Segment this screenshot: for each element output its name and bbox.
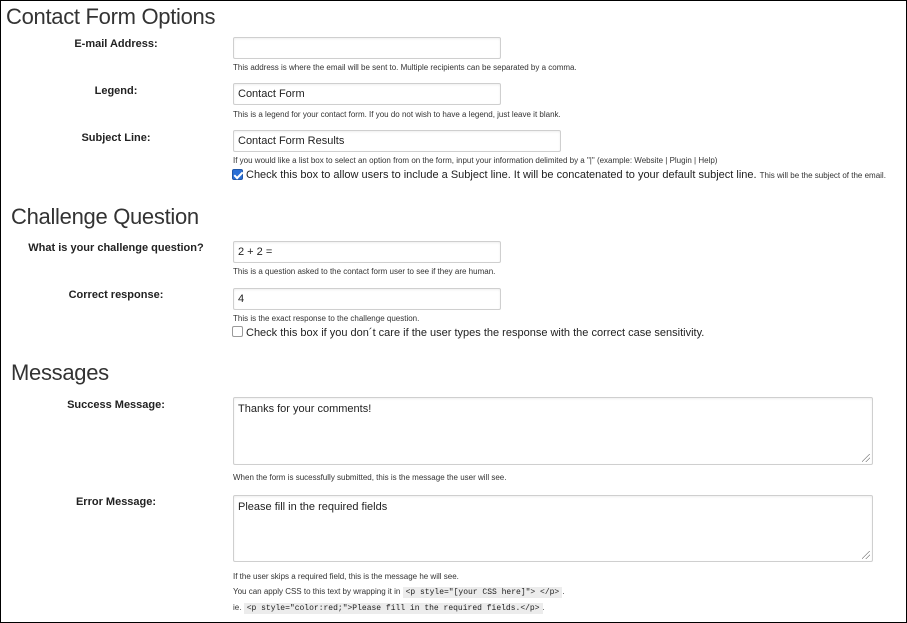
challenge-question-label: What is your challenge question? [28,242,204,254]
challenge-question-help: This is a question asked to the contact form user to see if they are human. [233,267,496,276]
section-title-challenge: Challenge Question [11,204,199,229]
error-message-text: Please fill in the required fields [238,501,388,513]
case-sensitivity-label: Check this box if you don´t care if the user types the response with the correct case sensitivity. [246,327,705,339]
subject-checkbox[interactable] [232,169,243,180]
case-sensitivity-checkbox[interactable] [232,326,243,337]
legend-help: This is a legend for your contact form. If you do not wish to have a legend, just leave it blank. [233,110,561,119]
error-message-help: If the user skips a required field, this is the message he will see. [233,572,459,581]
subject-checkbox-label: Check this box to allow users to include a Subject line. It will be concatenated to your default subject line. [246,169,757,181]
error-css-example: ie. <p style="color:red;">Please fill in the required fields.</p> . [233,603,545,613]
success-message-text: Thanks for your comments! [238,403,372,415]
legend-label: Legend: [94,85,138,97]
subject-checkbox-note: This will be the subject of the email. [759,171,886,180]
correct-response-help: This is the exact response to the challenge question. [233,314,420,323]
css-example-code: <p style="color:red;">Please fill in the required fields.</p> [244,603,543,614]
success-message-help: When the form is sucessfully submitted, this is the message the user will see. [233,473,507,482]
subject-help: If you would like a list box to select an option from on the form, input your information delimited by a "|" (example: Website | Plugin | Help) [233,156,718,165]
success-message-textarea[interactable] [233,397,873,465]
legend-field[interactable] [233,83,501,105]
correct-response-field[interactable] [233,288,501,310]
css-wrap-code: <p style="[your CSS here]"> </p> [403,587,563,598]
subject-label: Subject Line: [81,132,151,144]
section-title-contact: Contact Form Options [6,4,216,29]
success-message-label: Success Message: [67,399,165,411]
section-title-messages: Messages [11,360,109,385]
error-css-help: You can apply CSS to this text by wrapping it in <p style="[your CSS here]"> </p> . [233,587,565,597]
error-message-textarea[interactable] [233,495,873,562]
error-message-label: Error Message: [75,496,157,508]
subject-field[interactable] [233,130,561,152]
challenge-question-field[interactable] [233,241,501,263]
resize-handle-icon[interactable] [862,454,870,462]
correct-response-label: Correct response: [68,289,164,301]
email-help: This address is where the email will be sent to. Multiple recipients can be separated by a comma. [233,63,577,72]
email-label: E-mail Address: [74,38,158,50]
resize-handle-icon[interactable] [862,551,870,559]
email-field[interactable] [233,37,501,59]
